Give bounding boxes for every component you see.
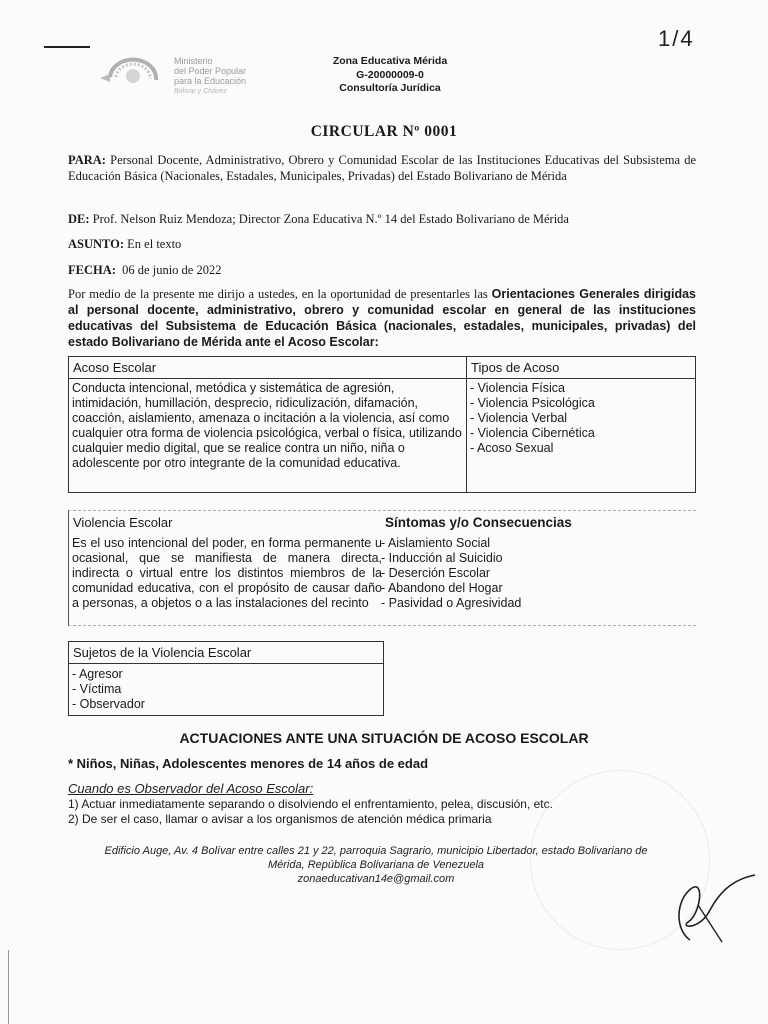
logo-line-3: para la Educación (174, 76, 247, 86)
asunto-field (68, 236, 696, 252)
fecha-text: 06 de junio de 2022 (115, 263, 222, 277)
tipo-acoso-item: - Violencia Psicológica (470, 396, 595, 410)
acoso-escolar-header: Acoso Escolar (69, 357, 467, 379)
sujetos-header: Sujetos de la Violencia Escolar (69, 642, 384, 664)
sintoma-item: - Pasividad o Agresividad (381, 596, 522, 610)
asunto-text: En el texto (124, 237, 182, 251)
tipos-acoso-header: Tipos de Acoso (467, 357, 696, 379)
document-title: CIRCULAR Nº 0001 (310, 123, 458, 140)
de-text: Prof. Nelson Ruiz Mendoza; Director Zona Educativa N.º 14 del Estado Bolivariano de Mérida (89, 212, 569, 226)
acoso-escolar-definition: Conducta intencional, metódica y sistemática de agresión, intimidación, humillación, desprecio, ridiculización, difamación, coacción, aislamiento, amenaza o incitación a la violencia, así como cualquier otra forma de violencia psicológica, verbal o física, utilizando cualquier medio digital, que se realice contra un niño, niña o adolescente por otro integrante de la comunidad educativa. (69, 379, 467, 493)
step-item: 1) Actuar inmediatamente separando o disolviendo el enfrentamiento, pelea, discusión, etc. (68, 797, 553, 811)
tipo-acoso-item: - Violencia Verbal (470, 411, 568, 425)
violencia-escolar-table (68, 510, 696, 626)
para-text: Personal Docente, Administrativo, Obrero y Comunidad Escolar de las Instituciones Educativas del Subsistema de Educación Básica (Nacionales, Estadales, Municipales, Privadas) del Estado Bolivariano de Mérida (68, 153, 696, 183)
logo-tagline: Bolívar y Chávez (174, 88, 227, 95)
asunto-label: ASUNTO: (68, 237, 125, 251)
sintomas-list (381, 536, 521, 611)
letterhead (300, 55, 480, 96)
de-label: DE: (68, 212, 90, 226)
footer-email: zonaeducativan14e@gmail.com (297, 873, 455, 885)
ministry-logo (96, 52, 286, 102)
header-line-3: Consultoría Jurídica (339, 82, 441, 94)
signature-icon (670, 870, 760, 950)
sintomas-header: Síntomas y/o Consecuencias (385, 515, 572, 530)
intro-bold-text: Orientaciones Generales dirigidas al personal docente, administrativo, obrero y comunidad escolar en general de las instituciones educativas del Subsistema de Educación Básica (nacionales, estadales, municipales, privadas) del estado Bolivariano de Mérida ante el Acoso Escolar: (68, 287, 696, 349)
intro-paragraph (68, 286, 696, 350)
footer-line-1: Edificio Auge, Av. 4 Bolívar entre calles 21 y 22, parroquia Sagrario, municipio Libertador, estado Bolivariano de (104, 845, 648, 857)
violencia-escolar-definition: Es el uso intencional del poder, en forma permanente u ocasional, que se manifiesta de manera directa, indirecta o virtual entre los distintos miembros de la comunidad educativa, con el propósito de causar daño a personas, a objetos o a las instalaciones del recinto (72, 536, 382, 610)
de-field (68, 211, 696, 227)
header-line-1: Zona Educativa Mérida (332, 55, 448, 67)
fecha-label: FECHA: (68, 263, 116, 277)
sujeto-item: - Agresor (72, 667, 123, 681)
sintoma-item: - Inducción al Suicidio (381, 551, 503, 565)
sujetos-list (69, 664, 384, 716)
footer-line-2: Mérida, República Bolivariana de Venezuela (267, 859, 485, 871)
fecha-field (68, 262, 696, 278)
sintoma-item: - Abandono del Hogar (381, 581, 503, 595)
sintoma-item: - Deserción Escolar (381, 566, 491, 580)
margin-line (8, 950, 9, 1024)
sujetos-table (68, 641, 384, 716)
logo-line-1: Ministerio (174, 56, 213, 66)
cuando-heading: Cuando es Observador del Acoso Escolar: (68, 781, 314, 796)
intro-text: Por medio de la presente me dirijo a ustedes, en la oportunidad de presentarles las (68, 287, 492, 301)
sujeto-item: - Observador (72, 697, 145, 711)
tipos-acoso-list (467, 379, 696, 493)
acoso-escolar-table (68, 356, 696, 493)
header-line-2: G-20000009-0 (356, 68, 424, 81)
corner-dash (44, 46, 90, 48)
ministry-emblem-icon (96, 52, 170, 102)
footer-address (56, 844, 696, 886)
page-number: 1/4 (658, 26, 695, 51)
tipo-acoso-item: - Violencia Física (470, 381, 565, 395)
logo-line-2: del Poder Popular (174, 66, 247, 76)
para-label: PARA: (68, 153, 106, 167)
para-field (68, 152, 696, 184)
step-item: 2) De ser el caso, llamar o avisar a los organismos de atención médica primaria (68, 812, 492, 826)
tipo-acoso-item: - Acoso Sexual (470, 441, 554, 455)
violencia-escolar-header: Violencia Escolar (73, 515, 173, 530)
tipo-acoso-item: - Violencia Cibernética (470, 426, 595, 440)
ninos-heading: * Niños, Niñas, Adolescentes menores de 14 años de edad (68, 756, 429, 771)
steps-list (68, 797, 553, 827)
sintoma-item: - Aislamiento Social (381, 536, 491, 550)
actuaciones-heading: ACTUACIONES ANTE UNA SITUACIÓN DE ACOSO ESCOLAR (179, 730, 589, 746)
sujeto-item: - Víctima (72, 682, 122, 696)
